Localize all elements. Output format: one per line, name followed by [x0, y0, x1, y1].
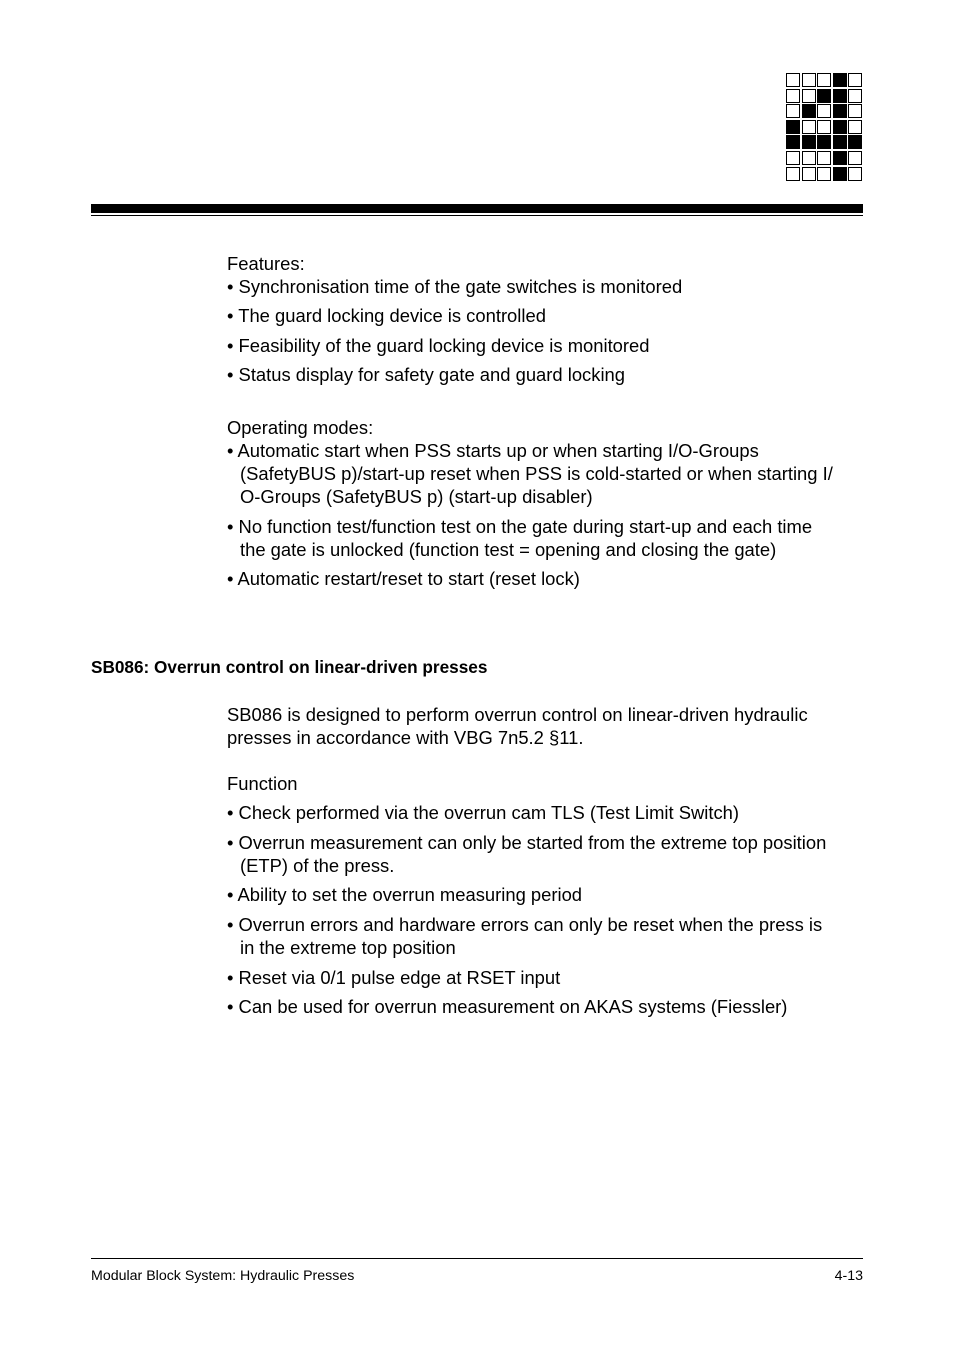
features-item-1-line-1: • Synchronisation time of the gate switches is monitored: [227, 276, 683, 297]
features-item-3-line-1: • Feasibility of the guard locking device is monitored: [227, 335, 650, 356]
logo-cell: [848, 151, 862, 165]
header-rule-thick: [91, 204, 863, 213]
features-item-2: [227, 304, 546, 327]
operating-modes-item-1-line-1: • Automatic start when PSS starts up or when starting I/O-Groups: [227, 440, 759, 461]
function-item-3: [227, 883, 582, 906]
logo-cell: [833, 151, 847, 165]
logo-cell: [786, 89, 800, 103]
features-item-4: [227, 363, 625, 386]
logo-cell: [817, 89, 831, 103]
operating-modes-item-3-line-1: • Automatic restart/reset to start (reset lock): [227, 568, 580, 589]
operating-modes-item-1-line-3: O-Groups (SafetyBUS p) (start-up disabler): [240, 486, 593, 507]
function-item-4-line-1: • Overrun errors and hardware errors can only be reset when the press is: [227, 914, 823, 935]
logo-cell: [786, 73, 800, 87]
function-item-5-line-1: • Reset via 0/1 pulse edge at RSET input: [227, 967, 561, 988]
operating-modes-item-1-line-2: (SafetyBUS p)/start-up reset when PSS is cold-started or when starting I/: [240, 463, 833, 484]
operating-modes-item-1: [227, 439, 833, 508]
operating-modes-label: Operating modes:: [227, 417, 374, 438]
logo-cell: [802, 120, 816, 134]
function-item-6: [227, 995, 787, 1018]
logo-cell: [848, 120, 862, 134]
logo-cell: [833, 89, 847, 103]
sb086-intro-line-2: presses in accordance with VBG 7n5.2 §11.: [227, 727, 584, 748]
function-item-4: [227, 913, 822, 959]
logo-cell: [786, 167, 800, 181]
logo-cell: [786, 104, 800, 118]
page-number: 4-13: [834, 1268, 863, 1284]
header-rule-thin: [91, 215, 863, 216]
operating-modes-item-2: [227, 515, 812, 561]
operating-modes-item-2-line-2: the gate is unlocked (function test = opening and closing the gate): [240, 539, 777, 560]
logo-cell: [817, 167, 831, 181]
function-item-3-line-1: • Ability to set the overrun measuring period: [227, 884, 583, 905]
logo-cell: [833, 167, 847, 181]
logo-cell: [848, 167, 862, 181]
logo-cell: [833, 104, 847, 118]
function-label: Function: [227, 773, 298, 794]
logo-cell: [802, 73, 816, 87]
sb086-intro: [227, 703, 808, 749]
operating-modes-item-3: [227, 567, 580, 590]
logo-cell: [848, 135, 862, 149]
logo-cell: [817, 135, 831, 149]
function-item-2-line-1: • Overrun measurement can only be started from the extreme top position: [227, 832, 827, 853]
features-item-2-line-1: • The guard locking device is controlled: [227, 305, 546, 326]
function-item-1: [227, 801, 739, 824]
logo-cell: [786, 151, 800, 165]
logo-cell: [802, 89, 816, 103]
logo-cell: [802, 151, 816, 165]
logo-cell: [802, 167, 816, 181]
function-item-2: [227, 831, 826, 877]
logo-cell: [848, 104, 862, 118]
logo-cell: [848, 89, 862, 103]
logo-cell: [786, 135, 800, 149]
pilz-grid-logo: [786, 73, 862, 181]
sb086-intro-line-1: SB086 is designed to perform overrun control on linear-driven hydraulic: [227, 704, 808, 725]
function-item-6-line-1: • Can be used for overrun measurement on AKAS systems (Fiessler): [227, 996, 788, 1017]
logo-cell: [848, 73, 862, 87]
function-item-4-line-2: in the extreme top position: [240, 937, 456, 958]
footer-title: Modular Block System: Hydraulic Presses: [91, 1268, 355, 1284]
logo-cell: [786, 120, 800, 134]
function-item-2-line-2: (ETP) of the press.: [240, 855, 395, 876]
logo-cell: [833, 73, 847, 87]
logo-cell: [817, 151, 831, 165]
operating-modes-item-2-line-1: • No function test/function test on the gate during start-up and each time: [227, 516, 813, 537]
logo-cell: [817, 73, 831, 87]
logo-cell: [802, 135, 816, 149]
logo-cell: [817, 104, 831, 118]
logo-cell: [833, 135, 847, 149]
logo-cell: [817, 120, 831, 134]
sb086-heading: SB086: Overrun control on linear-driven presses: [91, 657, 488, 677]
features-label: Features:: [227, 253, 305, 274]
features-item-1: [227, 275, 682, 298]
function-item-5: [227, 966, 560, 989]
function-item-1-line-1: • Check performed via the overrun cam TLS (Test Limit Switch): [227, 802, 740, 823]
logo-cell: [802, 104, 816, 118]
logo-cell: [833, 120, 847, 134]
features-item-4-line-1: • Status display for safety gate and guard locking: [227, 364, 625, 385]
footer-rule: [91, 1258, 863, 1259]
features-item-3: [227, 334, 649, 357]
